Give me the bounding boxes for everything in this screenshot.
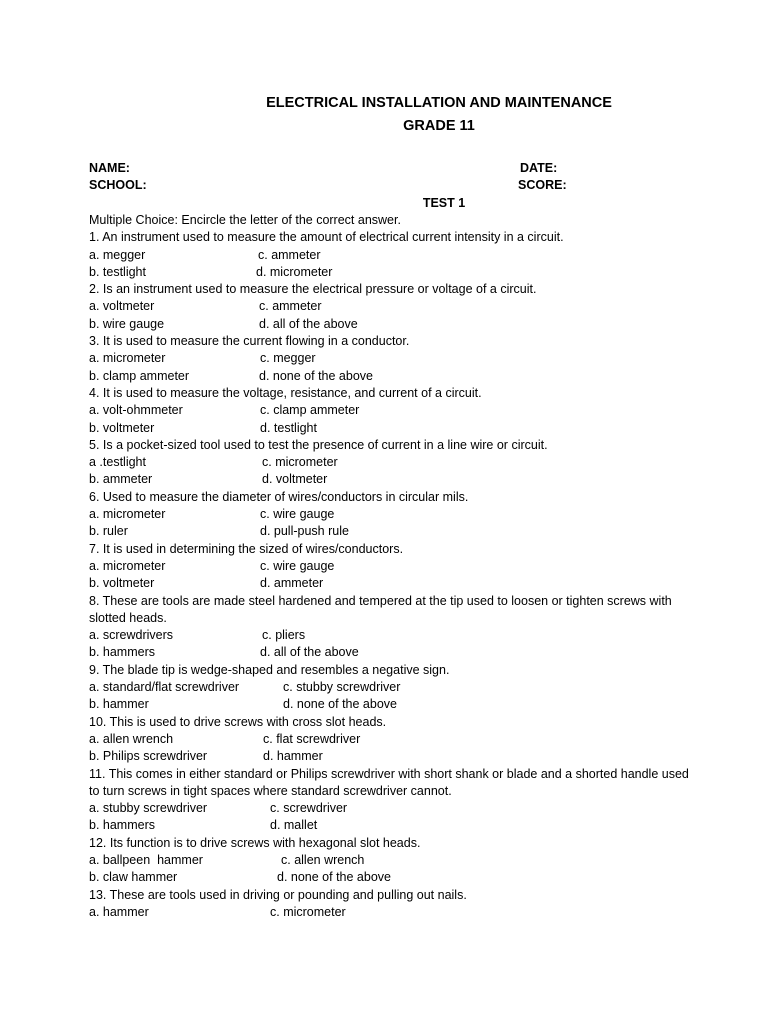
option-a: a. voltmeter (89, 299, 155, 314)
options-row (89, 247, 729, 264)
question-text: 13. These are tools used in driving or pounding and pulling out nails. (89, 887, 467, 902)
option-c: c. clamp ammeter (260, 403, 360, 418)
option-b: b. hammers (89, 818, 155, 833)
option-b: b. clamp ammeter (89, 368, 190, 383)
option-c: c. flat screwdriver (263, 731, 361, 746)
option-c: c. wire gauge (260, 558, 335, 573)
option-d: d. voltmeter (262, 472, 328, 487)
options-row (89, 852, 729, 869)
options-row (89, 731, 729, 748)
option-a: a. hammer (89, 904, 149, 919)
option-a: a. stubby screwdriver (89, 801, 208, 816)
option-a: a. ballpeen hammer (89, 852, 203, 867)
options-row (89, 575, 729, 592)
option-b: b. hammer (89, 697, 149, 712)
option-d: d. pull-push rule (260, 524, 349, 539)
options-row (89, 264, 729, 281)
options-row (89, 298, 729, 315)
options-row (89, 627, 729, 644)
options-row (89, 506, 729, 523)
option-c: c. megger (260, 351, 316, 366)
option-a: a. allen wrench (89, 731, 174, 746)
option-b: b. testlight (89, 264, 146, 279)
options-row (89, 800, 729, 817)
options-row (89, 817, 729, 834)
question-text: 5. Is a pocket-sized tool used to test the presence of current in a line wire or circuit. (89, 437, 548, 452)
option-a: a. micrometer (89, 558, 166, 573)
option-b: b. hammers (89, 645, 155, 660)
options-row (89, 402, 729, 419)
options-row (89, 471, 729, 488)
score-label: SCORE: (518, 178, 567, 192)
option-c: c. pliers (262, 628, 306, 643)
option-c: c. stubby screwdriver (283, 680, 401, 695)
name-label: NAME: (89, 161, 130, 175)
option-b: b. wire gauge (89, 316, 165, 331)
option-a: a .testlight (89, 455, 146, 470)
option-c: c. wire gauge (260, 507, 335, 522)
question-list (89, 212, 729, 921)
options-row (89, 904, 729, 921)
instructions: Multiple Choice: Encircle the letter of the correct answer. (89, 213, 401, 227)
options-row (89, 420, 729, 437)
question-text: 6. Used to measure the diameter of wires/conductors in circular mils. (89, 489, 469, 504)
option-d: d. none of the above (259, 368, 373, 383)
options-row (89, 644, 729, 661)
question-text: 3. It is used to measure the current flowing in a conductor. (89, 334, 410, 349)
date-label: DATE: (520, 161, 558, 175)
option-d: d. none of the above (283, 697, 397, 712)
option-a: a. micrometer (89, 351, 166, 366)
question-text: 7. It is used in determining the sized of wires/conductors. (89, 541, 404, 556)
options-row (89, 679, 729, 696)
option-c: c. micrometer (262, 455, 338, 470)
option-d: d. all of the above (260, 645, 359, 660)
option-b: b. voltmeter (89, 576, 155, 591)
option-d: d. none of the above (277, 870, 391, 885)
option-b: b. Philips screwdriver (89, 749, 208, 764)
options-row (89, 696, 729, 713)
document-title: ELECTRICAL INSTALLATION AND MAINTENANCE (266, 95, 612, 111)
option-d: d. testlight (260, 420, 317, 435)
question-text: 8. These are tools are made steel hardened and tempered at the tip used to loosen or tighten screws with slotted heads. (89, 593, 672, 625)
question-text: 4. It is used to measure the voltage, resistance, and current of a circuit. (89, 385, 482, 400)
options-row (89, 368, 729, 385)
option-a: a. megger (89, 247, 146, 262)
option-b: b. ammeter (89, 472, 153, 487)
option-b: b. claw hammer (89, 870, 178, 885)
option-a: a. micrometer (89, 507, 166, 522)
option-c: c. ammeter (258, 247, 321, 262)
question-text: 2. Is an instrument used to measure the electrical pressure or voltage of a circuit. (89, 282, 537, 297)
options-row (89, 316, 729, 333)
options-row (89, 350, 729, 367)
grade-label: GRADE 11 (403, 118, 475, 134)
option-c: c. allen wrench (281, 852, 365, 867)
school-label: SCHOOL: (89, 178, 147, 192)
option-c: c. micrometer (270, 904, 346, 919)
options-row (89, 558, 729, 575)
question-text: 9. The blade tip is wedge-shaped and resembles a negative sign. (89, 662, 450, 677)
question-text: 1. An instrument used to measure the amount of electrical current intensity in a circuit. (89, 230, 564, 245)
option-d: d. all of the above (259, 316, 358, 331)
option-c: c. ammeter (259, 299, 322, 314)
option-d: d. micrometer (256, 264, 333, 279)
option-a: a. screwdrivers (89, 628, 174, 643)
option-b: b. ruler (89, 524, 128, 539)
option-d: d. ammeter (260, 576, 324, 591)
options-row (89, 748, 729, 765)
question-text: 12. Its function is to drive screws with hexagonal slot heads. (89, 835, 421, 850)
options-row (89, 523, 729, 540)
option-c: c. screwdriver (270, 801, 348, 816)
question-text: 10. This is used to drive screws with cross slot heads. (89, 714, 387, 729)
question-text: 11. This comes in either standard or Philips screwdriver with short shank or blade and a shorted handle used to turn screws in tight spaces where standard screwdriver cannot. (89, 766, 689, 798)
option-d: d. mallet (270, 818, 318, 833)
options-row (89, 454, 729, 471)
option-d: d. hammer (263, 749, 323, 764)
option-b: b. voltmeter (89, 420, 155, 435)
options-row (89, 869, 729, 886)
test-label: TEST 1 (422, 196, 466, 210)
option-a: a. standard/flat screwdriver (89, 680, 240, 695)
option-a: a. volt-ohmmeter (89, 403, 183, 418)
